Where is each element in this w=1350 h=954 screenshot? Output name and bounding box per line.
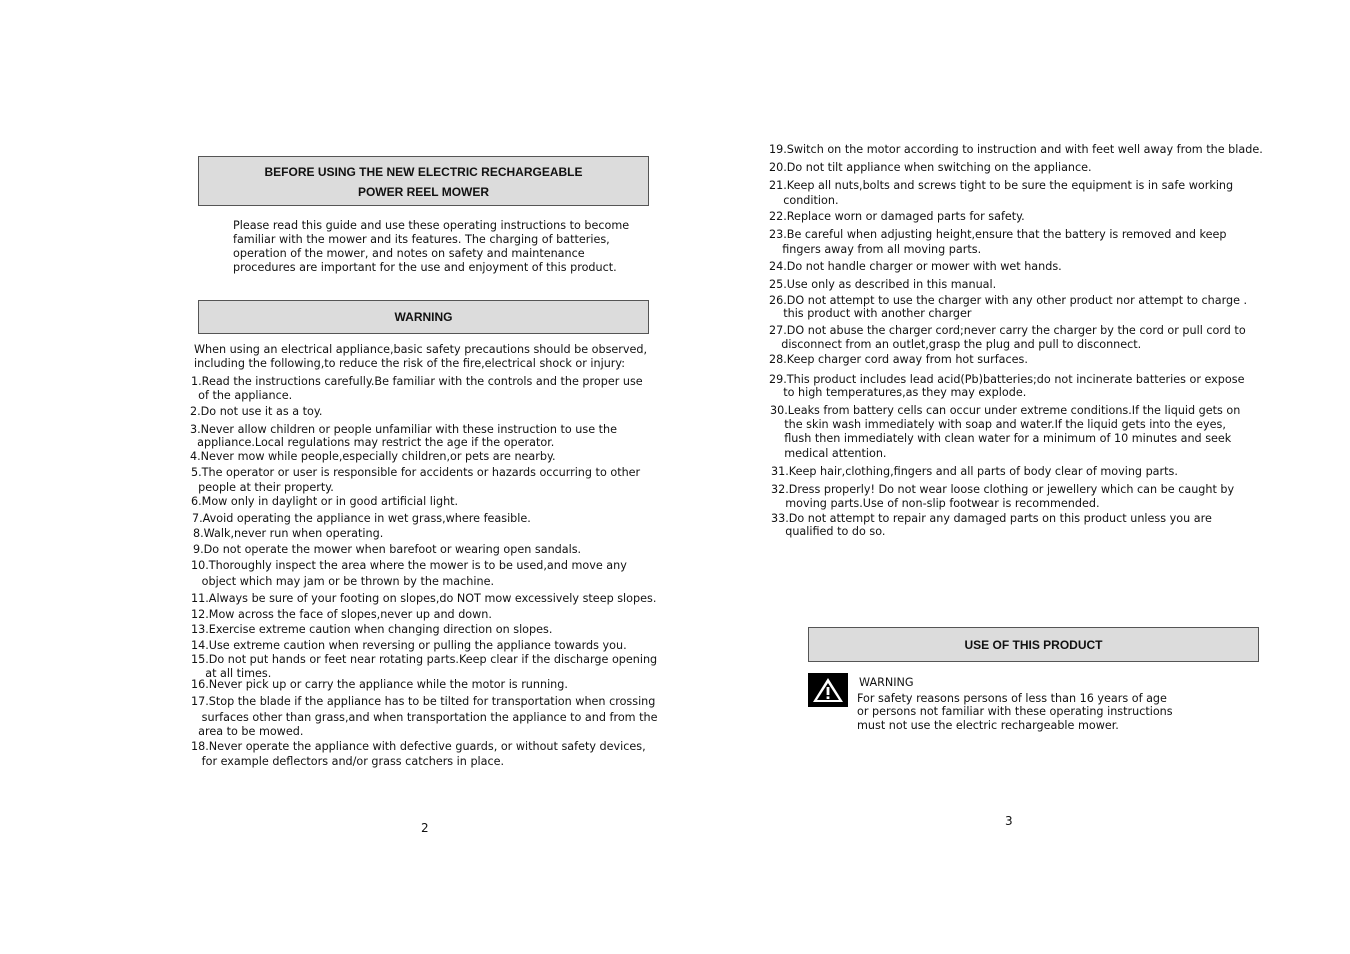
safety-item-20: 20.Do not tilt appliance when switching on the appliance. xyxy=(769,161,1092,174)
safety-item-19: 19.Switch on the motor according to instruction and with feet well away from the blade. xyxy=(769,143,1263,156)
header-warning xyxy=(198,300,649,334)
safety-item-30-cont: the skin wash immediately with soap and water.If the liquid gets into the eyes, xyxy=(770,418,1226,431)
safety-item-10: 10.Thoroughly inspect the area where the mower is to be used,and move any xyxy=(191,559,627,572)
header-before-using xyxy=(198,156,649,206)
safety-item-15-cont: at all times. xyxy=(191,667,272,680)
warning-label: WARNING xyxy=(859,676,914,689)
safety-item-18-cont: for example deflectors and/or grass catchers in place. xyxy=(191,755,505,768)
intro-line: Please read this guide and use these operating instructions to become xyxy=(233,219,630,232)
safety-item-27-cont: disconnect from an outlet,grasp the plug and pull to disconnect. xyxy=(767,338,1142,351)
header-use-of-product xyxy=(808,627,1259,662)
page-number: 2 xyxy=(421,821,429,835)
safety-item-22: 22.Replace worn or damaged parts for safety. xyxy=(769,210,1025,223)
safety-item-15: 15.Do not put hands or feet near rotating parts.Keep clear if the discharge opening xyxy=(191,653,658,666)
safety-item-30: 30.Leaks from battery cells can occur under extreme conditions.If the liquid gets on xyxy=(770,404,1241,417)
safety-item-8: 8.Walk,never run when operating. xyxy=(193,527,384,540)
warning-text-line: must not use the electric rechargeable mower. xyxy=(857,719,1119,732)
safety-item-24: 24.Do not handle charger or mower with wet hands. xyxy=(769,260,1062,273)
safety-item-23-cont: fingers away from all moving parts. xyxy=(768,243,982,256)
safety-item-11: 11.Always be sure of your footing on slopes,do NOT mow excessively steep slopes. xyxy=(191,592,657,605)
header-before-using-line2: POWER REEL MOWER xyxy=(357,185,490,199)
header-use-of-product-label: USE OF THIS PRODUCT xyxy=(964,638,1103,652)
warning-triangle-icon xyxy=(808,673,848,707)
intro-line: procedures are important for the use and enjoyment of this product. xyxy=(233,261,617,274)
safety-item-3: 3.Never allow children or people unfamiliar with these instruction to use the xyxy=(190,423,618,436)
warning-intro-line: including the following,to reduce the risk of the fire,electrical shock or injury: xyxy=(194,357,625,370)
header-before-using-line1: BEFORE USING THE NEW ELECTRIC RECHARGEABLE xyxy=(264,165,583,179)
safety-item-29-cont: to high temperatures,as they may explode. xyxy=(769,386,1027,399)
warning-text-line: or persons not familiar with these operating instructions xyxy=(857,705,1173,718)
safety-item-17-cont: surfaces other than grass,and when transportation the appliance to and from the xyxy=(191,711,658,724)
safety-item-1-cont: of the appliance. xyxy=(191,389,293,402)
safety-item-9: 9.Do not operate the mower when barefoot or wearing open sandals. xyxy=(193,543,582,556)
safety-item-32-cont: moving parts.Use of non-slip footwear is recommended. xyxy=(771,497,1100,510)
safety-item-33-cont: qualified to do so. xyxy=(771,525,886,538)
safety-item-30-cont: medical attention. xyxy=(770,447,887,460)
safety-item-29: 29.This product includes lead acid(Pb)batteries;do not incinerate batteries or expose xyxy=(769,373,1245,386)
right-page xyxy=(700,0,1350,954)
safety-item-10-cont: object which may jam or be thrown by the machine. xyxy=(191,575,495,588)
safety-item-13: 13.Exercise extreme caution when changing direction on slopes. xyxy=(191,623,553,636)
safety-item-5: 5.The operator or user is responsible for accidents or hazards occurring to other xyxy=(191,466,641,479)
intro-line: familiar with the mower and its features. The charging of batteries, xyxy=(233,233,610,246)
safety-item-4: 4.Never mow while people,especially children,or pets are nearby. xyxy=(190,450,556,463)
safety-item-25: 25.Use only as described in this manual. xyxy=(769,278,997,291)
intro-line: operation of the mower, and notes on safety and maintenance xyxy=(233,247,585,260)
header-warning-label: WARNING xyxy=(394,310,453,324)
safety-item-21: 21.Keep all nuts,bolts and screws tight to be sure the equipment is in safe working xyxy=(769,179,1234,192)
safety-item-1: 1.Read the instructions carefully.Be familiar with the controls and the proper use xyxy=(191,375,643,388)
safety-item-7: 7.Avoid operating the appliance in wet grass,where feasible. xyxy=(192,512,531,525)
safety-item-21-cont: condition. xyxy=(769,194,839,207)
safety-item-3-cont: appliance.Local regulations may restrict the age if the operator. xyxy=(190,436,555,449)
safety-item-33: 33.Do not attempt to repair any damaged parts on this product unless you are xyxy=(771,512,1212,525)
safety-item-31: 31.Keep hair,clothing,fingers and all parts of body clear of moving parts. xyxy=(771,465,1178,478)
safety-item-26-cont: this product with another charger xyxy=(769,307,972,320)
safety-item-16: 16.Never pick up or carry the appliance while the motor is running. xyxy=(191,678,568,691)
safety-item-2: 2.Do not use it as a toy. xyxy=(190,405,323,418)
page-number: 3 xyxy=(1005,814,1013,828)
safety-item-28: 28.Keep charger cord away from hot surfaces. xyxy=(769,353,1028,366)
warning-intro-line: When using an electrical appliance,basic safety precautions should be observed, xyxy=(194,343,648,356)
safety-item-18: 18.Never operate the appliance with defective guards, or without safety devices, xyxy=(191,740,646,753)
safety-item-6: 6.Mow only in daylight or in good artificial light. xyxy=(191,495,459,508)
safety-item-17-cont: area to be mowed. xyxy=(191,725,304,738)
warning-text-line: For safety reasons persons of less than 16 years of age xyxy=(857,692,1167,705)
safety-item-30-cont: flush then immediately with clean water for a minimum of 10 minutes and seek xyxy=(770,432,1232,445)
safety-item-23: 23.Be careful when adjusting height,ensure that the battery is removed and keep xyxy=(769,228,1227,241)
safety-item-12: 12.Mow across the face of slopes,never up and down. xyxy=(191,608,492,621)
safety-item-17: 17.Stop the blade if the appliance has to be tilted for transportation when crossing xyxy=(191,695,656,708)
safety-item-27: 27.DO not abuse the charger cord;never carry the charger by the cord or pull cord to xyxy=(769,324,1246,337)
safety-item-14: 14.Use extreme caution when reversing or pulling the appliance towards you. xyxy=(191,639,627,652)
safety-item-26: 26.DO not attempt to use the charger with any other product nor attempt to charge . xyxy=(769,294,1248,307)
safety-item-32: 32.Dress properly! Do not wear loose clothing or jewellery which can be caught by xyxy=(771,483,1235,496)
safety-item-5-cont: people at their property. xyxy=(191,481,334,494)
